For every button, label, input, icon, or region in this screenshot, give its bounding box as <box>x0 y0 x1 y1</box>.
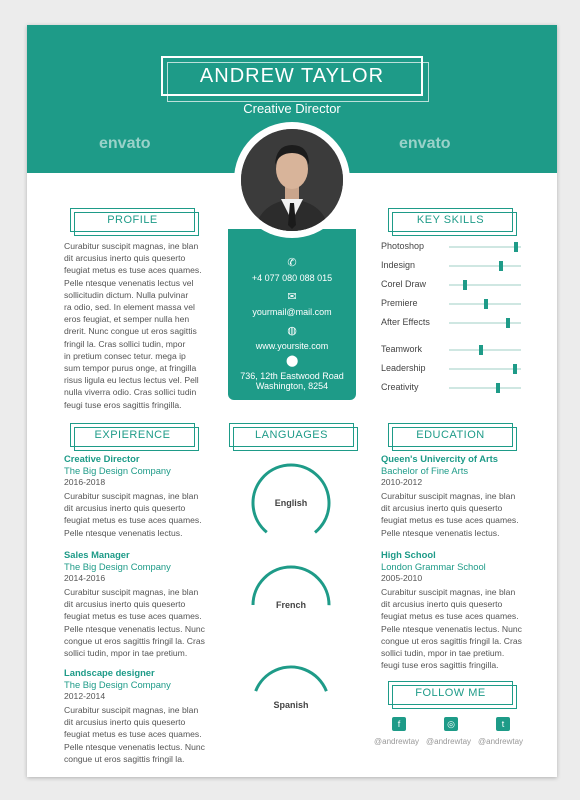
skill-name: Leadership <box>381 363 426 373</box>
school-description-line: feugi tuse eros sagittis fringilla. <box>381 660 499 671</box>
skill-name: Creativity <box>381 382 419 392</box>
skill-track <box>449 265 521 267</box>
skill-level-knob <box>479 345 483 355</box>
skill-level-knob <box>506 318 510 328</box>
profile-text-line: sollicitudin dictum. Nulla pulvinar <box>64 289 189 300</box>
contact-website <box>228 325 356 351</box>
profile-text-line: Pelle ntesque venenatis lectus vel <box>64 277 194 288</box>
school-years: 2010-2012 <box>381 477 423 487</box>
profile-photo-frame <box>234 122 350 238</box>
skill-track <box>449 387 521 389</box>
skill-name: Indesign <box>381 260 416 270</box>
skill-row <box>381 241 531 253</box>
job-description-line: feugiat metus es tuse aces quames. <box>64 729 202 740</box>
school-description <box>381 586 531 671</box>
facebook-icon[interactable]: f <box>392 717 406 731</box>
skill-level-knob <box>513 364 517 374</box>
profile-text-line: feugiat metus es tuse aces quames. <box>64 265 202 276</box>
job-description-line: Curabitur suscipit magnas, ine blan <box>64 705 199 715</box>
phone-text: +4 077 080 088 015 <box>251 273 333 283</box>
school-description-line: Curabitur suscipit magnas, ine blan <box>381 587 516 597</box>
profile-text-line: Curabitur suscipit magnas, ine blan <box>64 241 199 251</box>
contact-panel <box>228 229 356 400</box>
mail-icon: ✉ <box>287 291 297 303</box>
contact-phone <box>228 257 356 283</box>
skill-name: Photoshop <box>381 241 425 251</box>
portrait-illustration <box>241 129 343 231</box>
skill-row <box>381 363 531 375</box>
skill-row <box>381 260 531 272</box>
skill-track <box>449 349 521 351</box>
job-description-line: feugiat metus es tuse aces quames. <box>64 611 202 622</box>
job-description-line: congue ut eros sagittis fringil la. Cras <box>64 635 205 646</box>
school-description-line: congue ut eros sagittis fringil la. Cras <box>381 635 522 646</box>
school-description-line: Pelle ntesque venenatis lectus. <box>381 527 500 538</box>
profile-text-line: sum tempor purus onge, at fringilla <box>64 363 197 374</box>
skill-level-knob <box>496 383 500 393</box>
school-degree: Bachelor of Fine Arts <box>381 465 469 476</box>
school-description-line: feugiat metus es tuse aces quames. <box>381 611 519 622</box>
job-description-line: dit arcusius inerto quis queserto <box>64 503 186 514</box>
skill-level-knob <box>484 299 488 309</box>
job-description <box>64 490 214 539</box>
education-heading: EDUCATION <box>388 423 513 447</box>
job-description-line: feugiat metus es tuse aces quames. <box>64 515 202 526</box>
skill-track <box>449 246 521 248</box>
skill-level-knob <box>514 242 518 252</box>
twitter-icon[interactable]: t <box>496 717 510 731</box>
job-description-line: Curabitur suscipit magnas, ine blan <box>64 587 199 597</box>
watermark-right: envato <box>399 135 451 152</box>
skill-name: Teamwork <box>381 344 423 354</box>
profile-text-line: nulla viverra odio. Cras sollici tudin <box>64 387 197 398</box>
skill-level-knob <box>499 261 503 271</box>
contact-address <box>228 355 356 391</box>
address-line-2: Washington, 8254 <box>255 381 329 391</box>
school-description-line: feugiat metus es tuse aces quames. <box>381 515 519 526</box>
job-years: 2014-2016 <box>64 573 106 583</box>
school-description-line: dit arcusius inerto quis queserto <box>381 503 503 514</box>
school-years: 2005-2010 <box>381 573 423 583</box>
profile-text-line: ra odio, sed. In element massa vel <box>64 302 195 313</box>
profile-photo <box>241 129 343 231</box>
skill-row <box>381 317 531 329</box>
skill-level-knob <box>463 280 467 290</box>
job-description-line: Curabitur suscipit magnas, ine blan <box>64 491 199 501</box>
job-company: The Big Design Company <box>64 679 171 690</box>
job-description <box>64 704 214 765</box>
social-handle: @andrewtay <box>478 737 524 746</box>
school-description-line: Curabitur suscipit magnas, ine blan <box>381 491 516 501</box>
profile-heading: PROFILE <box>70 208 195 232</box>
profile-text <box>64 240 209 411</box>
skill-name: After Effects <box>381 317 430 327</box>
email-text: yourmail@mail.com <box>252 307 332 317</box>
job-description-line: Pelle ntesque venenatis lectus. Nunc <box>64 623 205 634</box>
school-description-line: dit arcusius inerto quis queserto <box>381 599 503 610</box>
skill-track <box>449 322 521 324</box>
skill-track <box>449 368 521 370</box>
job-years: 2016-2018 <box>64 477 106 487</box>
skill-track <box>449 284 521 286</box>
contact-email <box>228 291 356 317</box>
skill-row <box>381 279 531 291</box>
profile-text-line: fringil la. Cras sollici tudin, mpor <box>64 338 186 349</box>
school-degree: London Grammar School <box>381 561 486 572</box>
language-name: French <box>275 600 306 610</box>
phone-icon: ✆ <box>287 257 297 269</box>
language-name: Spanish <box>273 700 309 710</box>
job-title: Landscape designer <box>64 667 155 678</box>
job-company: The Big Design Company <box>64 561 171 572</box>
school-description <box>381 490 531 539</box>
profile-text-line: feugi tuse eros sagittis fringilla. <box>64 399 182 410</box>
globe-icon: ◍ <box>287 325 297 337</box>
job-description-line: congue ut eros sagittis fringil la. <box>64 753 185 764</box>
job-company: The Big Design Company <box>64 465 171 476</box>
job-description-line: sollici tudin, mpor in tae pretium. <box>64 648 188 659</box>
social-handle: @andrewtay <box>374 737 420 746</box>
instagram-icon[interactable]: ◎ <box>444 717 458 731</box>
skill-row <box>381 344 531 356</box>
resume-sheet <box>27 25 557 777</box>
skill-name: Premiere <box>381 298 418 308</box>
job-description-line: dit arcusius inerto quis queserto <box>64 717 186 728</box>
job-description-line: Pelle ntesque venenatis lectus. Nunc <box>64 741 205 752</box>
language-name: English <box>274 498 308 508</box>
skill-name: Corel Draw <box>381 279 427 289</box>
job-title: Sales Manager <box>64 549 130 560</box>
profile-text-line: in pretium consec tetur. mega ip <box>64 350 186 361</box>
school-title: Queen's Univercity of Arts <box>381 453 499 464</box>
school-description-line: sollici tudin, mpor in tae pretium. <box>381 648 505 659</box>
role-subtitle: Creative Director <box>243 101 341 116</box>
profile-text-line: eros feugiat, et semper nulla hen <box>64 314 190 325</box>
profile-text-line: drerit. Nunc congue ut eros sagittis <box>64 326 197 337</box>
website-text: www.yoursite.com <box>255 341 329 351</box>
experience-heading: EXPIERENCE <box>70 423 195 447</box>
languages-heading: LANGUAGES <box>229 423 354 447</box>
skill-row <box>381 298 531 310</box>
follow-heading: FOLLOW ME <box>388 681 513 705</box>
job-title: Creative Director <box>64 453 140 464</box>
job-description-line: Pelle ntesque venenatis lectus. <box>64 527 183 538</box>
watermark-left: envato <box>99 135 151 152</box>
job-years: 2012-2014 <box>64 691 106 701</box>
name-title: ANDREW TAYLOR <box>161 56 423 96</box>
address-line-1: 736, 12th Eastwood Road <box>240 371 344 381</box>
profile-text-line: risus ligula eu lectus lectus vel. Pell <box>64 375 199 386</box>
location-pin-icon: ⬤ <box>286 355 299 367</box>
skills-heading: KEY SKILLS <box>388 208 513 232</box>
school-title: High School <box>381 549 436 560</box>
skill-row <box>381 382 531 394</box>
school-description-line: Pelle ntesque venenatis lectus. Nunc <box>381 623 522 634</box>
job-description-line: dit arcusius inerto quis queserto <box>64 599 186 610</box>
profile-text-line: dit arcusius inerto quis queserto <box>64 253 186 264</box>
job-description <box>64 586 214 659</box>
social-handle: @andrewtay <box>426 737 472 746</box>
